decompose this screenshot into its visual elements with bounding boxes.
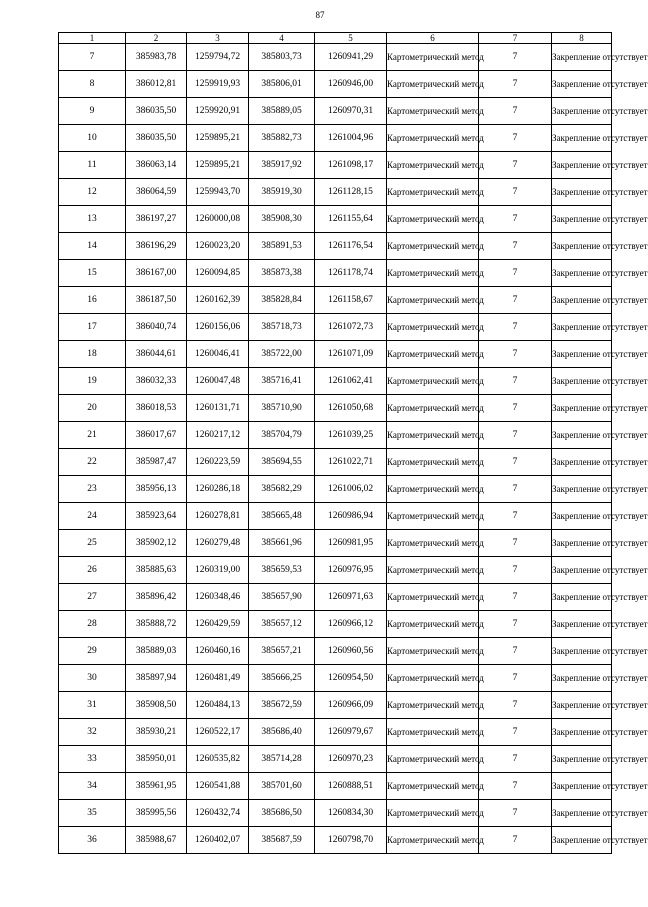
y-coordinate-cell: 1260432,74 bbox=[187, 800, 249, 827]
x-coordinate-cell: 386035,50 bbox=[126, 98, 187, 125]
y-coordinate-2-cell: 1260970,31 bbox=[315, 98, 387, 125]
y-coordinate-cell: 1260402,07 bbox=[187, 827, 249, 854]
y-coordinate-2-cell: 1261039,25 bbox=[315, 422, 387, 449]
table-row bbox=[59, 368, 612, 395]
method-cell: Картометрический метод bbox=[387, 368, 479, 395]
y-coordinate-2-cell: 1261072,73 bbox=[315, 314, 387, 341]
fixation-cell: Закрепление отсутствует bbox=[552, 503, 612, 530]
precision-cell: 7 bbox=[479, 422, 552, 449]
table-row bbox=[59, 503, 612, 530]
fixation-cell: Закрепление отсутствует bbox=[552, 179, 612, 206]
fixation-cell: Закрепление отсутствует bbox=[552, 557, 612, 584]
page-number: 87 bbox=[315, 10, 325, 20]
point-number-cell: 8 bbox=[59, 71, 126, 98]
table-row bbox=[59, 287, 612, 314]
x-coordinate-2-cell: 385718,73 bbox=[249, 314, 315, 341]
y-coordinate-2-cell: 1260960,56 bbox=[315, 638, 387, 665]
precision-cell: 7 bbox=[479, 665, 552, 692]
precision-cell: 7 bbox=[479, 449, 552, 476]
y-coordinate-2-cell: 1261098,17 bbox=[315, 152, 387, 179]
x-coordinate-2-cell: 385704,79 bbox=[249, 422, 315, 449]
y-coordinate-2-cell: 1260981,95 bbox=[315, 530, 387, 557]
fixation-cell: Закрепление отсутствует bbox=[552, 125, 612, 152]
method-cell: Картометрический метод bbox=[387, 314, 479, 341]
y-coordinate-2-cell: 1261006,02 bbox=[315, 476, 387, 503]
x-coordinate-2-cell: 385665,48 bbox=[249, 503, 315, 530]
y-coordinate-cell: 1260522,17 bbox=[187, 719, 249, 746]
table-row bbox=[59, 341, 612, 368]
y-coordinate-2-cell: 1260798,70 bbox=[315, 827, 387, 854]
point-number-cell: 26 bbox=[59, 557, 126, 584]
x-coordinate-cell: 386064,59 bbox=[126, 179, 187, 206]
column-header: 4 bbox=[249, 33, 315, 44]
method-cell: Картометрический метод bbox=[387, 98, 479, 125]
precision-cell: 7 bbox=[479, 98, 552, 125]
method-cell: Картометрический метод bbox=[387, 287, 479, 314]
table-row bbox=[59, 692, 612, 719]
y-coordinate-2-cell: 1261062,41 bbox=[315, 368, 387, 395]
point-number-cell: 10 bbox=[59, 125, 126, 152]
y-coordinate-cell: 1259943,70 bbox=[187, 179, 249, 206]
table-row bbox=[59, 44, 612, 71]
column-header: 1 bbox=[59, 33, 126, 44]
x-coordinate-2-cell: 385891,53 bbox=[249, 233, 315, 260]
column-header: 5 bbox=[315, 33, 387, 44]
y-coordinate-2-cell: 1261004,96 bbox=[315, 125, 387, 152]
y-coordinate-cell: 1260484,13 bbox=[187, 692, 249, 719]
x-coordinate-2-cell: 385694,55 bbox=[249, 449, 315, 476]
x-coordinate-cell: 385885,63 bbox=[126, 557, 187, 584]
method-cell: Картометрический метод bbox=[387, 719, 479, 746]
x-coordinate-cell: 385908,50 bbox=[126, 692, 187, 719]
fixation-cell: Закрепление отсутствует bbox=[552, 584, 612, 611]
point-number-cell: 22 bbox=[59, 449, 126, 476]
table-row bbox=[59, 611, 612, 638]
fixation-cell: Закрепление отсутствует bbox=[552, 746, 612, 773]
x-coordinate-2-cell: 385882,73 bbox=[249, 125, 315, 152]
y-coordinate-cell: 1260286,18 bbox=[187, 476, 249, 503]
point-number-cell: 7 bbox=[59, 44, 126, 71]
method-cell: Картометрический метод bbox=[387, 476, 479, 503]
method-cell: Картометрический метод bbox=[387, 152, 479, 179]
fixation-cell: Закрепление отсутствует bbox=[552, 800, 612, 827]
y-coordinate-2-cell: 1261158,67 bbox=[315, 287, 387, 314]
y-coordinate-cell: 1260460,16 bbox=[187, 638, 249, 665]
fixation-cell: Закрепление отсутствует bbox=[552, 476, 612, 503]
point-number-cell: 25 bbox=[59, 530, 126, 557]
point-number-cell: 29 bbox=[59, 638, 126, 665]
precision-cell: 7 bbox=[479, 341, 552, 368]
y-coordinate-cell: 1259919,93 bbox=[187, 71, 249, 98]
fixation-cell: Закрепление отсутствует bbox=[552, 98, 612, 125]
method-cell: Картометрический метод bbox=[387, 71, 479, 98]
x-coordinate-cell: 385930,21 bbox=[126, 719, 187, 746]
table-row bbox=[59, 476, 612, 503]
table-row bbox=[59, 719, 612, 746]
table-header-row bbox=[59, 33, 612, 44]
table-row bbox=[59, 260, 612, 287]
precision-cell: 7 bbox=[479, 692, 552, 719]
method-cell: Картометрический метод bbox=[387, 179, 479, 206]
x-coordinate-cell: 386187,50 bbox=[126, 287, 187, 314]
y-coordinate-cell: 1259895,21 bbox=[187, 152, 249, 179]
y-coordinate-2-cell: 1261071,09 bbox=[315, 341, 387, 368]
precision-cell: 7 bbox=[479, 395, 552, 422]
y-coordinate-cell: 1260162,39 bbox=[187, 287, 249, 314]
x-coordinate-cell: 386040,74 bbox=[126, 314, 187, 341]
precision-cell: 7 bbox=[479, 233, 552, 260]
fixation-cell: Закрепление отсутствует bbox=[552, 638, 612, 665]
method-cell: Картометрический метод bbox=[387, 665, 479, 692]
table-row bbox=[59, 71, 612, 98]
table-row bbox=[59, 125, 612, 152]
column-header: 2 bbox=[126, 33, 187, 44]
fixation-cell: Закрепление отсутствует bbox=[552, 368, 612, 395]
y-coordinate-cell: 1260000,08 bbox=[187, 206, 249, 233]
x-coordinate-2-cell: 385803,73 bbox=[249, 44, 315, 71]
x-coordinate-cell: 385983,78 bbox=[126, 44, 187, 71]
fixation-cell: Закрепление отсутствует bbox=[552, 260, 612, 287]
table-row bbox=[59, 530, 612, 557]
precision-cell: 7 bbox=[479, 638, 552, 665]
point-number-cell: 31 bbox=[59, 692, 126, 719]
y-coordinate-cell: 1260348,46 bbox=[187, 584, 249, 611]
fixation-cell: Закрепление отсутствует bbox=[552, 449, 612, 476]
method-cell: Картометрический метод bbox=[387, 827, 479, 854]
precision-cell: 7 bbox=[479, 287, 552, 314]
x-coordinate-cell: 386196,29 bbox=[126, 233, 187, 260]
precision-cell: 7 bbox=[479, 503, 552, 530]
x-coordinate-2-cell: 385701,60 bbox=[249, 773, 315, 800]
x-coordinate-2-cell: 385714,28 bbox=[249, 746, 315, 773]
y-coordinate-cell: 1259794,72 bbox=[187, 44, 249, 71]
x-coordinate-2-cell: 385917,92 bbox=[249, 152, 315, 179]
point-number-cell: 21 bbox=[59, 422, 126, 449]
y-coordinate-cell: 1260279,48 bbox=[187, 530, 249, 557]
table-row bbox=[59, 746, 612, 773]
column-header: 7 bbox=[479, 33, 552, 44]
precision-cell: 7 bbox=[479, 557, 552, 584]
y-coordinate-2-cell: 1260986,94 bbox=[315, 503, 387, 530]
y-coordinate-cell: 1260217,12 bbox=[187, 422, 249, 449]
y-coordinate-2-cell: 1260979,67 bbox=[315, 719, 387, 746]
table-row bbox=[59, 152, 612, 179]
fixation-cell: Закрепление отсутствует bbox=[552, 611, 612, 638]
y-coordinate-cell: 1260023,20 bbox=[187, 233, 249, 260]
x-coordinate-2-cell: 385828,84 bbox=[249, 287, 315, 314]
method-cell: Картометрический метод bbox=[387, 584, 479, 611]
precision-cell: 7 bbox=[479, 800, 552, 827]
method-cell: Картометрический метод bbox=[387, 692, 479, 719]
x-coordinate-cell: 385995,56 bbox=[126, 800, 187, 827]
table-body bbox=[59, 44, 648, 854]
x-coordinate-2-cell: 385657,90 bbox=[249, 584, 315, 611]
precision-cell: 7 bbox=[479, 206, 552, 233]
point-number-cell: 17 bbox=[59, 314, 126, 341]
precision-cell: 7 bbox=[479, 368, 552, 395]
column-header: 3 bbox=[187, 33, 249, 44]
x-coordinate-2-cell: 385873,38 bbox=[249, 260, 315, 287]
y-coordinate-2-cell: 1261155,64 bbox=[315, 206, 387, 233]
y-coordinate-cell: 1260094,85 bbox=[187, 260, 249, 287]
method-cell: Картометрический метод bbox=[387, 206, 479, 233]
y-coordinate-cell: 1260319,00 bbox=[187, 557, 249, 584]
fixation-cell: Закрепление отсутствует bbox=[552, 665, 612, 692]
point-number-cell: 16 bbox=[59, 287, 126, 314]
point-number-cell: 30 bbox=[59, 665, 126, 692]
x-coordinate-cell: 385897,94 bbox=[126, 665, 187, 692]
y-coordinate-2-cell: 1261128,15 bbox=[315, 179, 387, 206]
y-coordinate-2-cell: 1260976,95 bbox=[315, 557, 387, 584]
x-coordinate-2-cell: 385889,05 bbox=[249, 98, 315, 125]
y-coordinate-2-cell: 1260954,50 bbox=[315, 665, 387, 692]
fixation-cell: Закрепление отсутствует bbox=[552, 530, 612, 557]
table-row bbox=[59, 233, 612, 260]
point-number-cell: 35 bbox=[59, 800, 126, 827]
method-cell: Картометрический метод bbox=[387, 125, 479, 152]
x-coordinate-2-cell: 385672,59 bbox=[249, 692, 315, 719]
fixation-cell: Закрепление отсутствует bbox=[552, 692, 612, 719]
precision-cell: 7 bbox=[479, 125, 552, 152]
table-row bbox=[59, 773, 612, 800]
precision-cell: 7 bbox=[479, 152, 552, 179]
table-row bbox=[59, 638, 612, 665]
fixation-cell: Закрепление отсутствует bbox=[552, 395, 612, 422]
table-row bbox=[59, 395, 612, 422]
precision-cell: 7 bbox=[479, 611, 552, 638]
x-coordinate-cell: 386012,81 bbox=[126, 71, 187, 98]
method-cell: Картометрический метод bbox=[387, 530, 479, 557]
table-row bbox=[59, 422, 612, 449]
method-cell: Картометрический метод bbox=[387, 746, 479, 773]
precision-cell: 7 bbox=[479, 746, 552, 773]
fixation-cell: Закрепление отсутствует bbox=[552, 44, 612, 71]
method-cell: Картометрический метод bbox=[387, 449, 479, 476]
method-cell: Картометрический метод bbox=[387, 341, 479, 368]
x-coordinate-cell: 386197,27 bbox=[126, 206, 187, 233]
y-coordinate-2-cell: 1261178,74 bbox=[315, 260, 387, 287]
x-coordinate-2-cell: 385686,50 bbox=[249, 800, 315, 827]
x-coordinate-cell: 386017,67 bbox=[126, 422, 187, 449]
point-number-cell: 18 bbox=[59, 341, 126, 368]
x-coordinate-2-cell: 385657,12 bbox=[249, 611, 315, 638]
point-number-cell: 20 bbox=[59, 395, 126, 422]
precision-cell: 7 bbox=[479, 530, 552, 557]
method-cell: Картометрический метод bbox=[387, 422, 479, 449]
method-cell: Картометрический метод bbox=[387, 395, 479, 422]
y-coordinate-2-cell: 1261176,54 bbox=[315, 233, 387, 260]
x-coordinate-2-cell: 385716,41 bbox=[249, 368, 315, 395]
column-header: 6 bbox=[387, 33, 479, 44]
precision-cell: 7 bbox=[479, 584, 552, 611]
point-number-cell: 11 bbox=[59, 152, 126, 179]
y-coordinate-2-cell: 1260834,30 bbox=[315, 800, 387, 827]
x-coordinate-cell: 385987,47 bbox=[126, 449, 187, 476]
coordinates-table bbox=[58, 32, 648, 854]
precision-cell: 7 bbox=[479, 314, 552, 341]
x-coordinate-2-cell: 385722,00 bbox=[249, 341, 315, 368]
point-number-cell: 28 bbox=[59, 611, 126, 638]
table-row bbox=[59, 827, 612, 854]
precision-cell: 7 bbox=[479, 71, 552, 98]
fixation-cell: Закрепление отсутствует bbox=[552, 233, 612, 260]
y-coordinate-cell: 1260481,49 bbox=[187, 665, 249, 692]
y-coordinate-cell: 1260156,06 bbox=[187, 314, 249, 341]
precision-cell: 7 bbox=[479, 827, 552, 854]
y-coordinate-cell: 1260223,59 bbox=[187, 449, 249, 476]
x-coordinate-cell: 385888,72 bbox=[126, 611, 187, 638]
x-coordinate-2-cell: 385908,30 bbox=[249, 206, 315, 233]
table-row bbox=[59, 584, 612, 611]
precision-cell: 7 bbox=[479, 719, 552, 746]
x-coordinate-cell: 386035,50 bbox=[126, 125, 187, 152]
y-coordinate-cell: 1260535,82 bbox=[187, 746, 249, 773]
y-coordinate-2-cell: 1260946,00 bbox=[315, 71, 387, 98]
y-coordinate-2-cell: 1260966,12 bbox=[315, 611, 387, 638]
x-coordinate-cell: 385988,67 bbox=[126, 827, 187, 854]
x-coordinate-cell: 386032,33 bbox=[126, 368, 187, 395]
table-row bbox=[59, 206, 612, 233]
x-coordinate-2-cell: 385661,96 bbox=[249, 530, 315, 557]
fixation-cell: Закрепление отсутствует bbox=[552, 71, 612, 98]
y-coordinate-cell: 1260046,41 bbox=[187, 341, 249, 368]
table-row bbox=[59, 800, 612, 827]
fixation-cell: Закрепление отсутствует bbox=[552, 341, 612, 368]
y-coordinate-cell: 1260541,88 bbox=[187, 773, 249, 800]
y-coordinate-cell: 1260131,71 bbox=[187, 395, 249, 422]
x-coordinate-cell: 385923,64 bbox=[126, 503, 187, 530]
point-number-cell: 27 bbox=[59, 584, 126, 611]
x-coordinate-2-cell: 385919,30 bbox=[249, 179, 315, 206]
table-row bbox=[59, 179, 612, 206]
fixation-cell: Закрепление отсутствует bbox=[552, 773, 612, 800]
point-number-cell: 12 bbox=[59, 179, 126, 206]
y-coordinate-cell: 1259920,91 bbox=[187, 98, 249, 125]
table-row bbox=[59, 314, 612, 341]
point-number-cell: 13 bbox=[59, 206, 126, 233]
x-coordinate-cell: 386167,00 bbox=[126, 260, 187, 287]
point-number-cell: 33 bbox=[59, 746, 126, 773]
x-coordinate-cell: 385961,95 bbox=[126, 773, 187, 800]
method-cell: Картометрический метод bbox=[387, 800, 479, 827]
x-coordinate-cell: 385902,12 bbox=[126, 530, 187, 557]
x-coordinate-cell: 386044,61 bbox=[126, 341, 187, 368]
fixation-cell: Закрепление отсутствует bbox=[552, 422, 612, 449]
precision-cell: 7 bbox=[479, 44, 552, 71]
y-coordinate-2-cell: 1260970,23 bbox=[315, 746, 387, 773]
x-coordinate-2-cell: 385682,29 bbox=[249, 476, 315, 503]
point-number-cell: 9 bbox=[59, 98, 126, 125]
fixation-cell: Закрепление отсутствует bbox=[552, 287, 612, 314]
x-coordinate-cell: 385950,01 bbox=[126, 746, 187, 773]
point-number-cell: 23 bbox=[59, 476, 126, 503]
x-coordinate-cell: 385956,13 bbox=[126, 476, 187, 503]
point-number-cell: 14 bbox=[59, 233, 126, 260]
fixation-cell: Закрепление отсутствует bbox=[552, 152, 612, 179]
column-header: 8 bbox=[552, 33, 612, 44]
y-coordinate-2-cell: 1260966,09 bbox=[315, 692, 387, 719]
point-number-cell: 15 bbox=[59, 260, 126, 287]
table-row bbox=[59, 98, 612, 125]
y-coordinate-2-cell: 1260941,29 bbox=[315, 44, 387, 71]
point-number-cell: 24 bbox=[59, 503, 126, 530]
y-coordinate-2-cell: 1260971,63 bbox=[315, 584, 387, 611]
precision-cell: 7 bbox=[479, 260, 552, 287]
x-coordinate-cell: 385889,03 bbox=[126, 638, 187, 665]
method-cell: Картометрический метод bbox=[387, 638, 479, 665]
x-coordinate-2-cell: 385710,90 bbox=[249, 395, 315, 422]
x-coordinate-2-cell: 385657,21 bbox=[249, 638, 315, 665]
fixation-cell: Закрепление отсутствует bbox=[552, 314, 612, 341]
method-cell: Картометрический метод bbox=[387, 611, 479, 638]
precision-cell: 7 bbox=[479, 179, 552, 206]
table-row bbox=[59, 557, 612, 584]
point-number-cell: 36 bbox=[59, 827, 126, 854]
point-number-cell: 32 bbox=[59, 719, 126, 746]
method-cell: Картометрический метод bbox=[387, 773, 479, 800]
precision-cell: 7 bbox=[479, 476, 552, 503]
x-coordinate-2-cell: 385687,59 bbox=[249, 827, 315, 854]
y-coordinate-cell: 1260047,48 bbox=[187, 368, 249, 395]
y-coordinate-2-cell: 1260888,51 bbox=[315, 773, 387, 800]
y-coordinate-2-cell: 1261022,71 bbox=[315, 449, 387, 476]
x-coordinate-2-cell: 385806,01 bbox=[249, 71, 315, 98]
x-coordinate-2-cell: 385659,53 bbox=[249, 557, 315, 584]
method-cell: Картометрический метод bbox=[387, 44, 479, 71]
precision-cell: 7 bbox=[479, 773, 552, 800]
x-coordinate-2-cell: 385686,40 bbox=[249, 719, 315, 746]
x-coordinate-cell: 386018,53 bbox=[126, 395, 187, 422]
fixation-cell: Закрепление отсутствует bbox=[552, 206, 612, 233]
method-cell: Картометрический метод bbox=[387, 233, 479, 260]
fixation-cell: Закрепление отсутствует bbox=[552, 719, 612, 746]
x-coordinate-2-cell: 385666,25 bbox=[249, 665, 315, 692]
x-coordinate-cell: 386063,14 bbox=[126, 152, 187, 179]
method-cell: Картометрический метод bbox=[387, 503, 479, 530]
method-cell: Картометрический метод bbox=[387, 557, 479, 584]
table-row bbox=[59, 665, 612, 692]
y-coordinate-cell: 1260429,59 bbox=[187, 611, 249, 638]
point-number-cell: 34 bbox=[59, 773, 126, 800]
y-coordinate-cell: 1260278,81 bbox=[187, 503, 249, 530]
y-coordinate-2-cell: 1261050,68 bbox=[315, 395, 387, 422]
fixation-cell: Закрепление отсутствует bbox=[552, 827, 612, 854]
table-row bbox=[59, 449, 612, 476]
x-coordinate-cell: 385896,42 bbox=[126, 584, 187, 611]
method-cell: Картометрический метод bbox=[387, 260, 479, 287]
y-coordinate-cell: 1259895,21 bbox=[187, 125, 249, 152]
point-number-cell: 19 bbox=[59, 368, 126, 395]
